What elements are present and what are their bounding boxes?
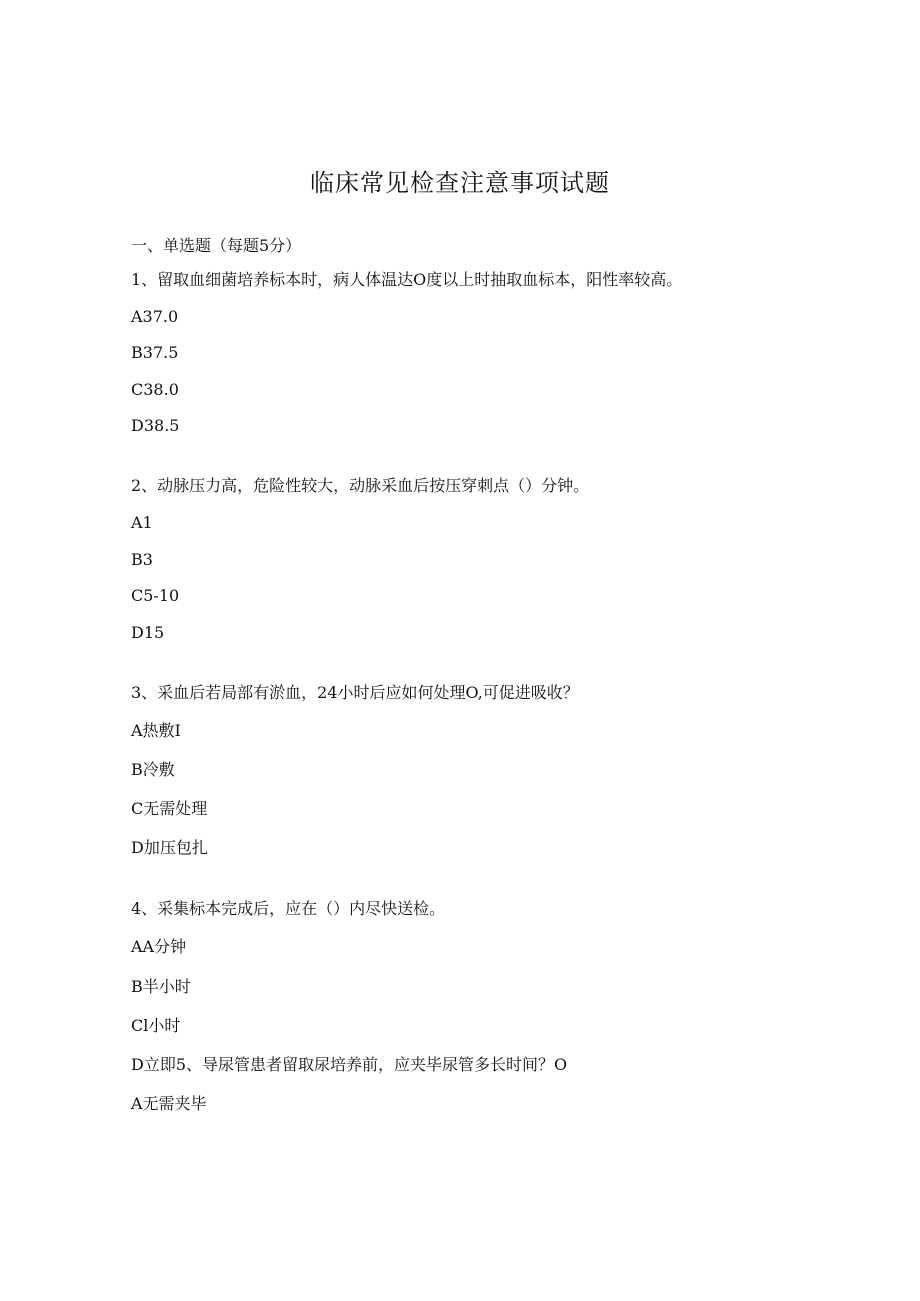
option-3-d: D加压包扎 — [131, 838, 208, 857]
option-4-c: Cl小时 — [131, 1016, 181, 1035]
question-stem-4: 4、采集标本完成后，应在（）内尽快送检。 — [131, 899, 446, 918]
option-2-d: D15 — [131, 623, 165, 642]
option-5-a: A无需夹毕 — [131, 1094, 207, 1113]
option-1-b: B37.5 — [131, 343, 179, 362]
option-3-b: B冷敷 — [131, 760, 175, 779]
question-stem-3: 3、采血后若局部有淤血，24小时后应如何处理O,可促进吸收？ — [131, 683, 579, 702]
option-1-d: D38.5 — [131, 416, 180, 435]
option-1-c: C38.0 — [131, 380, 179, 399]
section-heading: 一、单选题（每题5分） — [131, 236, 302, 255]
page-title: 临床常见检查注意事项试题 — [310, 169, 610, 197]
option-4-b: B半小时 — [131, 977, 191, 996]
option-1-a: A37.0 — [131, 307, 179, 326]
option-2-a: A1 — [131, 513, 153, 532]
option-4-d-and-question-5: D立即5、导尿管患者留取尿培养前，应夹毕尿管多长时间？O — [131, 1055, 568, 1074]
question-stem-1: 1、留取血细菌培养标本时，病人体温达O度以上时抽取血标本，阳性率较高。 — [131, 270, 683, 289]
option-3-c: C无需处理 — [131, 799, 208, 818]
option-4-a: AA分钟 — [131, 937, 187, 956]
option-3-a: A热敷I — [131, 721, 181, 740]
option-2-c: C5-10 — [131, 586, 180, 605]
option-2-b: B3 — [131, 550, 153, 569]
question-stem-2: 2、动脉压力高，危险性较大，动脉采血后按压穿刺点（）分钟。 — [131, 476, 590, 495]
